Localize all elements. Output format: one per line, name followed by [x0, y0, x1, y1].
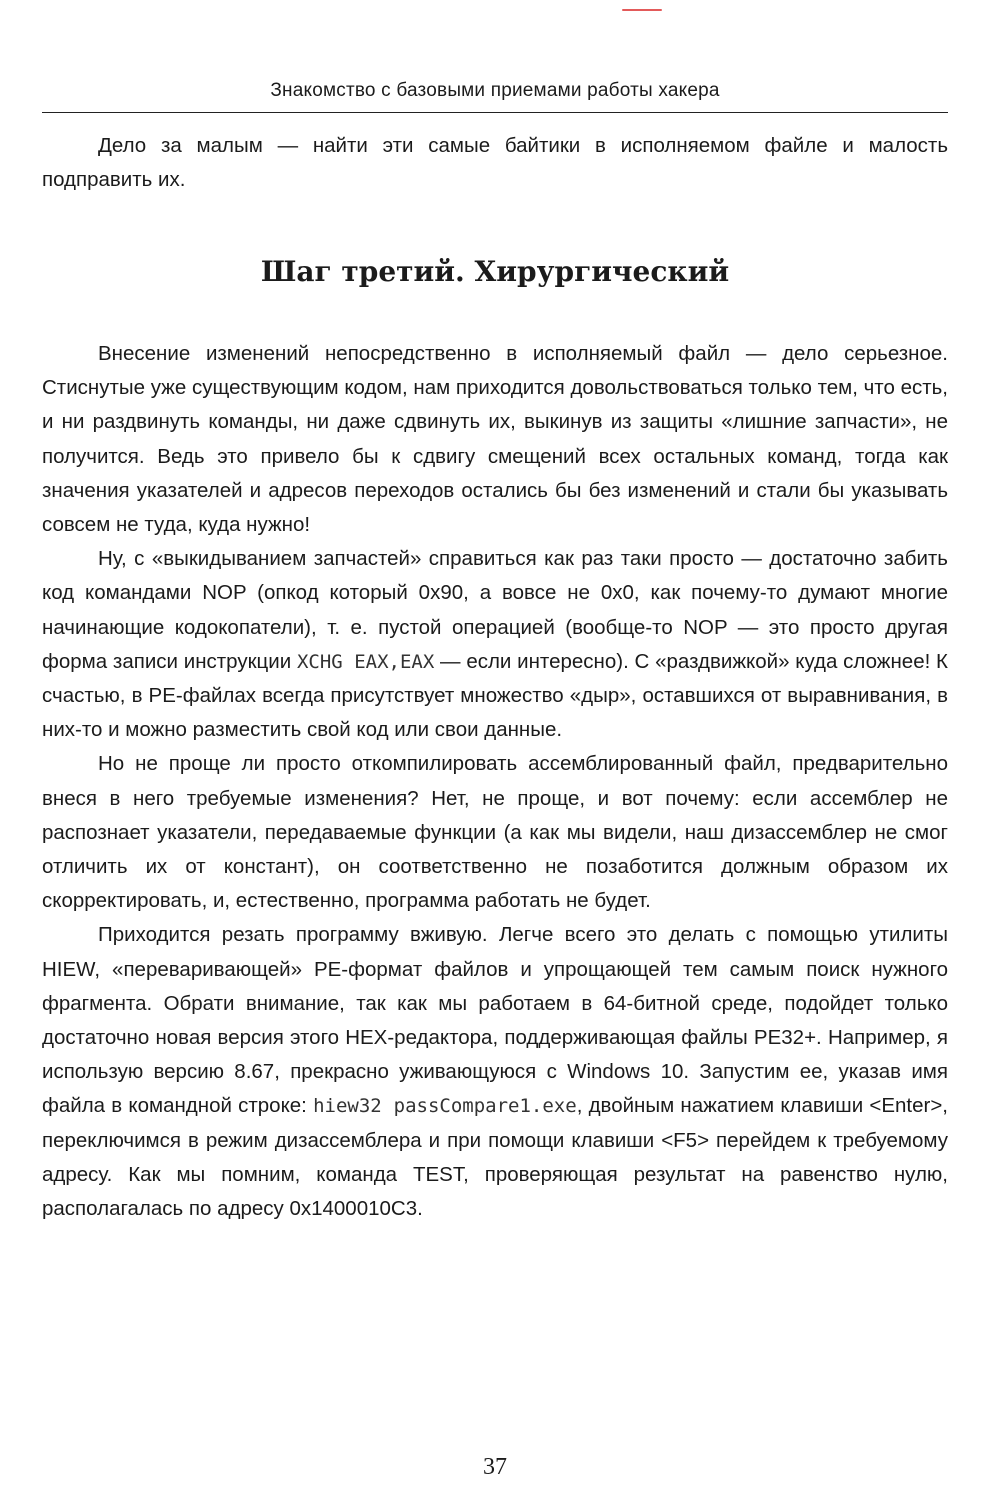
main-text [42, 337, 948, 1226]
intro-text [42, 129, 948, 197]
paragraph-2 [42, 542, 948, 747]
header-divider [42, 112, 948, 113]
inline-code-hiew-command: hiew32 passCompare1.exe [313, 1095, 577, 1118]
paragraph-1: Внесение изменений непосредственно в исполняемый файл — дело серьезное. Стиснутые уже существующим кодом, нам приходится довольствоваться только тем, что есть, и ни раздвинуть команды, ни даже сдвинуть их, выкинув из защиты «лишние запчасти», не получится. Ведь это привело бы к сдвигу смещений всех остальных команд, тогда как значения указателей и адресов переходов остались бы без изменений и стали бы указывать совсем не туда, куда нужно! [42, 342, 948, 537]
paragraph-4-text-end: , двойным нажатием клавиши <Enter>, переключимся в режим дизассемблера и при помощи клавиши <F5> перейдем к требуемому адресу. Как мы помним, команда TEST, проверяющая результат на равенство нулю, располагалась по адресу 0x1400010C3. [42, 1094, 948, 1221]
inline-code-xchg: XCHG EAX,EAX [296, 650, 435, 673]
paragraph-2-text-end: — если интересно). С «раздвижкой» куда сложнее! К счастью, в PE-файлах всегда присутствует множество «дыр», оставшихся от выравнивания, в них-то и можно разместить свой код или свои данные. [42, 649, 948, 742]
paragraph-3: Но не проще ли просто откомпилировать ассемблированный файл, предварительно внеся в него требуемые изменения? Нет, не проще, и вот почему: если ассемблер не распознает указатели, передаваемые функции (а как мы видели, наш дизассемблер не смог отличить их от констант), он соответственно не позаботится должным образом их скорректировать, и, естественно, программа работать не будет. [42, 752, 948, 913]
paragraph-intro: Дело за малым — найти эти самые байтики в исполняемом файле и малость подправить их. [42, 134, 948, 192]
paragraph-4-text-start: Приходится резать программу вживую. Легче всего это делать с помощью утилиты HIEW, «переваривающей» PE-формат файлов и упрощающей тем самым поиск нужного фрагмента. Обрати внимание, так как мы работаем в 64-битной среде, подойдет только достаточно новая версия этого HEX-редактора, поддерживающая файлы PE32+. Например, я использую версию 8.67, прекрасно уживающуюся с Windows 10. Запустим ее, указав имя файла в командной строке: [42, 923, 948, 1118]
top-edge-mark [622, 9, 662, 11]
section-heading: Шаг третий. Хирургический [260, 255, 730, 288]
paragraph-2-text-start: Ну, с «выкидыванием запчастей» справиться как раз таки просто — достаточно забить код командами NOP (опкод который 0x90, а вовсе не 0x0, как почему-то думают многие начинающие кодокопатели), т. е. пустой операцией (вообще-то NOP — это просто другая форма записи инструкции [42, 547, 948, 673]
page-number: 37 [483, 1454, 507, 1480]
paragraph-4 [42, 918, 948, 1226]
running-header: Знакомство с базовыми приемами работы хакера [270, 80, 720, 101]
